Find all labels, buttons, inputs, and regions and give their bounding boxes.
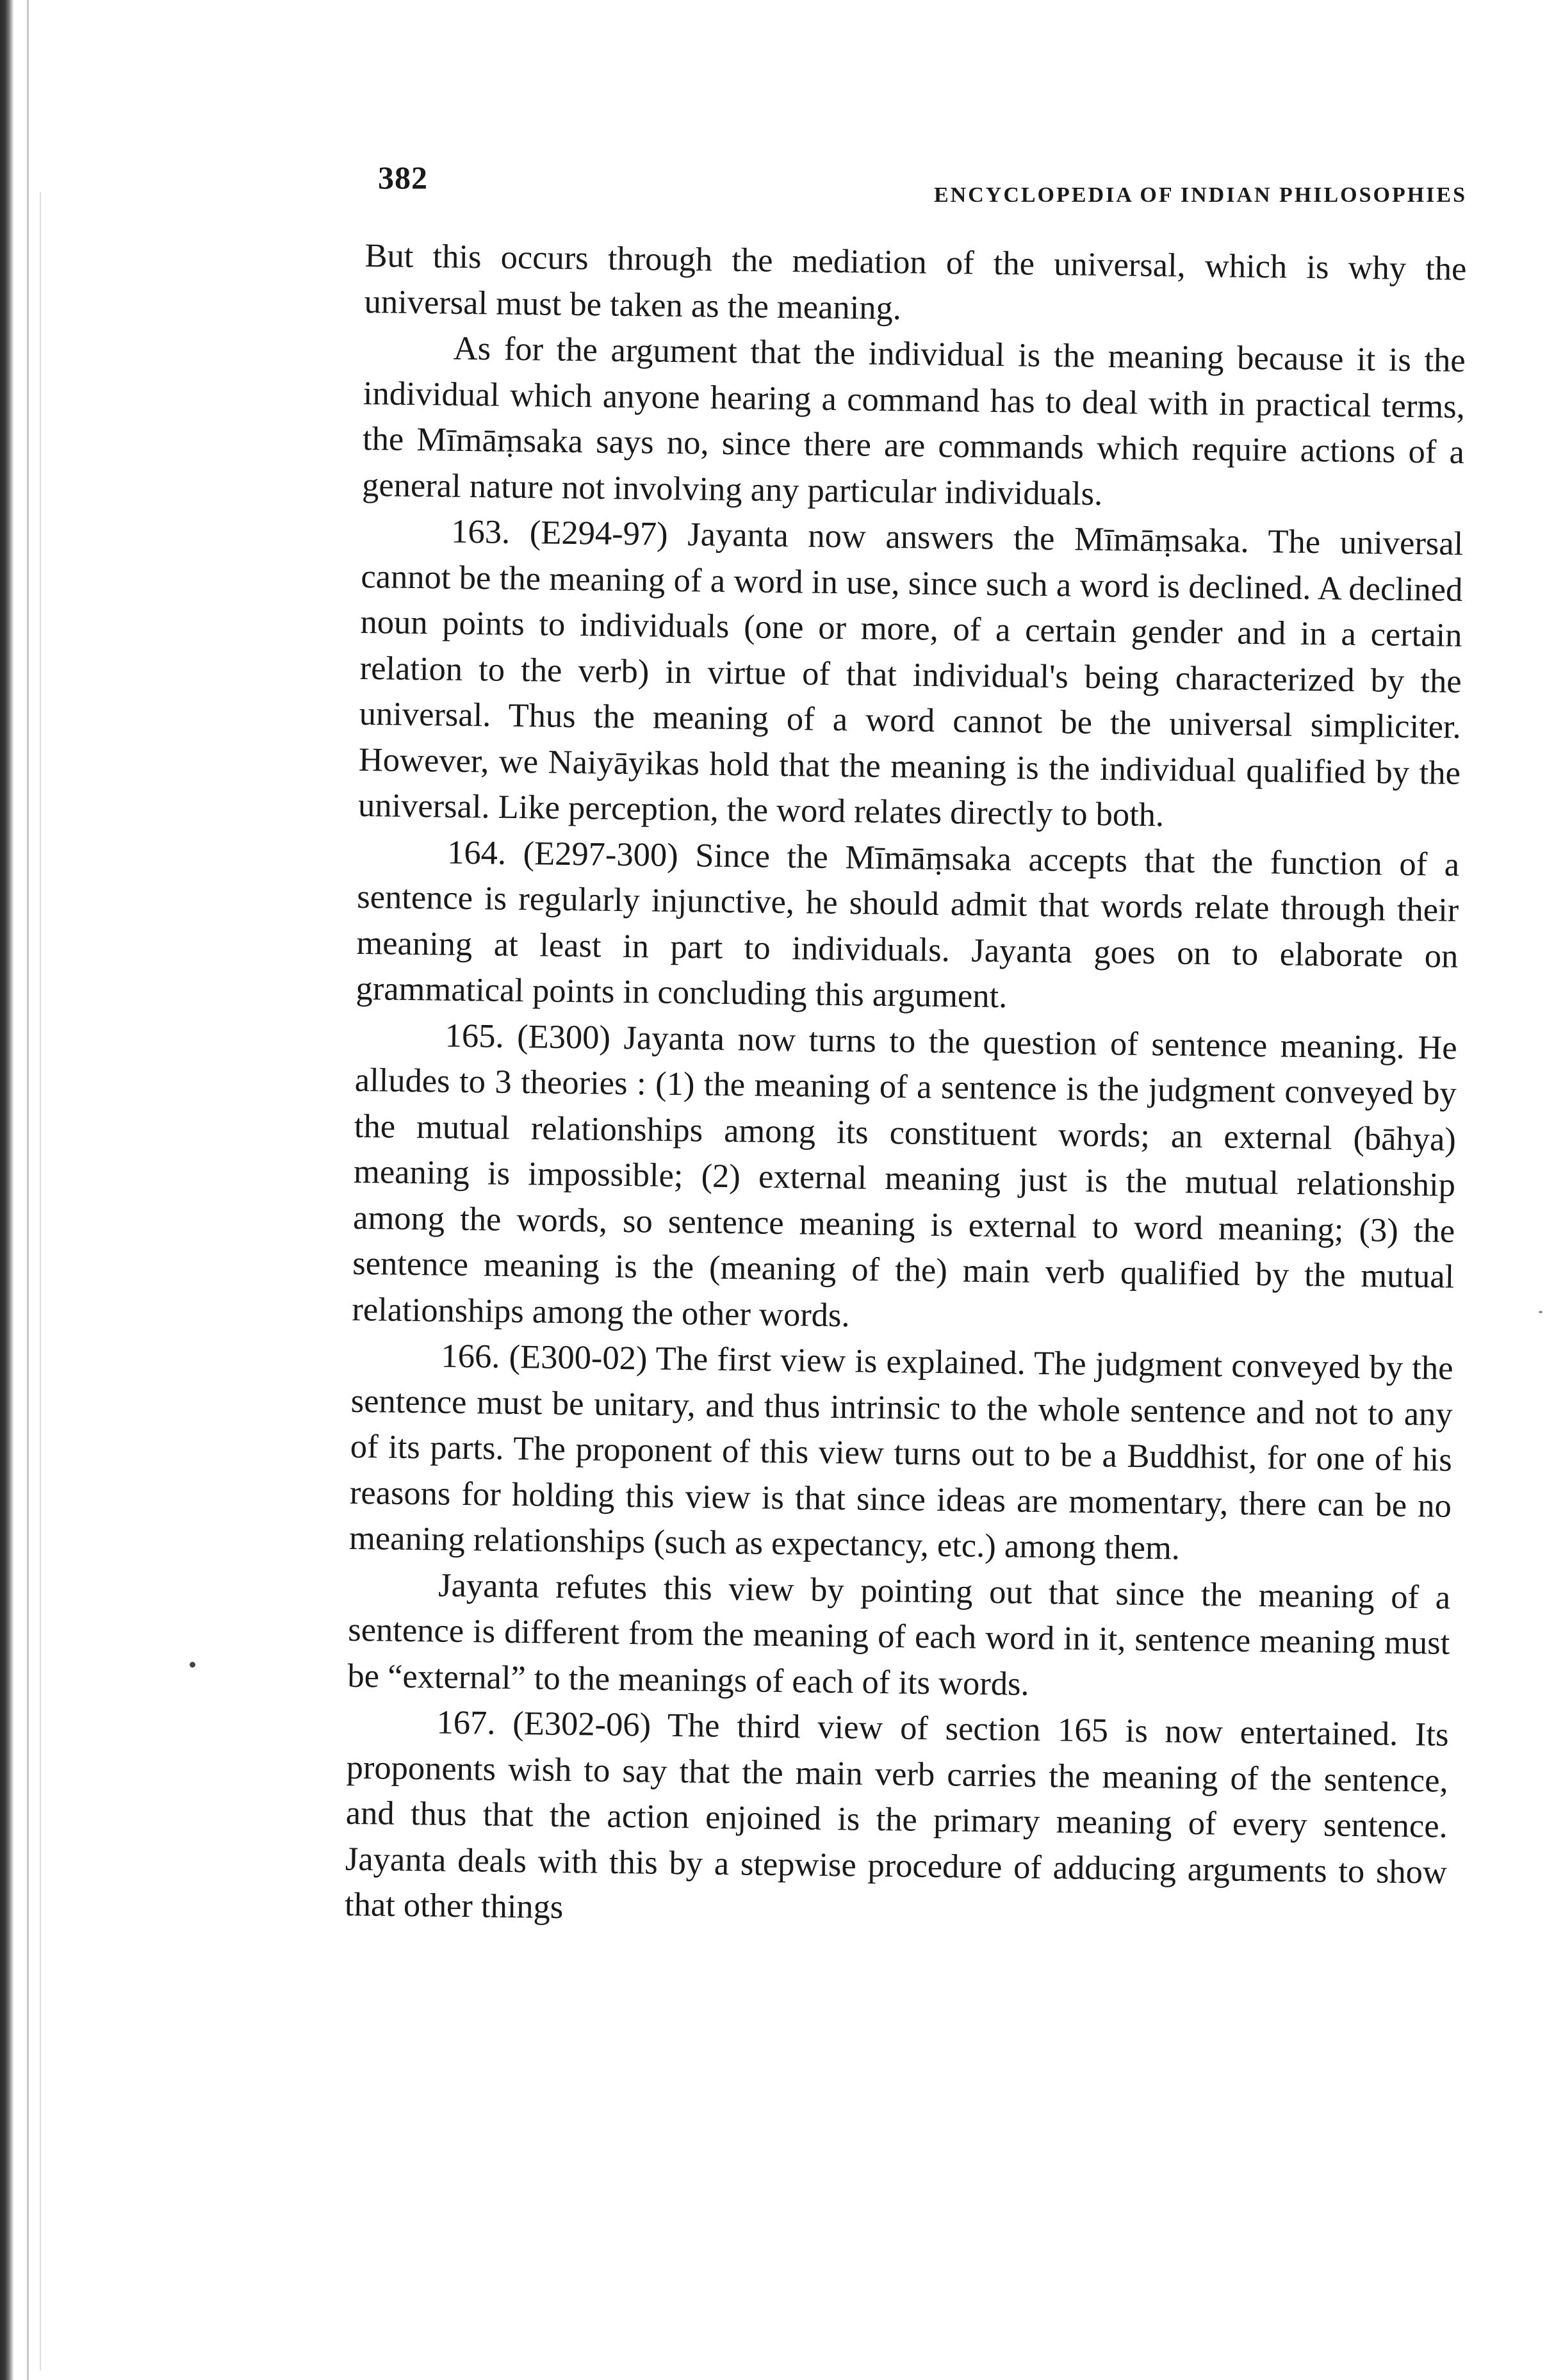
paragraph: 165. (E300) Jayanta now turns to the question of sentence meaning. He alludes to 3 theories : (1) the meaning of a sentence is the judgment conveyed by the mutual relationships among its constituent words; an external (bāhya) meaning is impossible; (2) external meaning just is the mutual relationship among the words, so sentence meaning is external to word meaning; (3) the sentence meaning is the (meaning of the) main verb qualified by the mutual relationships among the other words. <box>352 1017 1457 1334</box>
paragraph: 163. (E294-97) Jayanta now answers the Mīmāṃsaka. The universal cannot be the meaning of a word in use, since such a word is declined. A declined noun points to individuals (one or more, of a certain gender and in a certain relation to the verb) in virtue of that individual's being characterized by the universal. Thus the meaning of a word cannot be the universal simpliciter. However, we Naiyāyikas hold that the meaning is the individual qualified by the universal. Like perception, the word relates directly to both. <box>357 513 1464 834</box>
paragraph: But this occurs through the mediation of the universal, which is why the universal must be taken as the meaning. <box>364 236 1467 327</box>
paragraph: 167. (E302-06) The third view of section 165 is now entertained. Its proponents wish to say that the main verb carries the meaning of the sentence, and thus that the action enjoined is the primary meaning of every sentence. Jayanta deals with this by a stepwise procedure of adducing arguments to show that other things <box>344 1703 1449 1926</box>
page-number: 382 <box>378 160 428 195</box>
page-binding-edge <box>0 0 14 2380</box>
scan-speck <box>190 1662 195 1668</box>
scan-speck <box>1539 1311 1543 1313</box>
paragraph: Jayanta refutes this view by pointing out that since the meaning of a sentence is different from the meaning of each word in it, sentence meaning must be “external” to the meanings of each of its words. <box>347 1566 1451 1703</box>
paragraph: As for the argument that the individual is the meaning because it is the individual which anyone hearing a command has to deal with in practical terms, the Mīmāṃsaka says no, since there are commands which require actions of a general nature not involving any particular individuals. <box>361 329 1466 513</box>
paragraph: 166. (E300-02) The first view is explained. The judgment conveyed by the sentence must be unitary, and thus intrinsic to the whole sentence and not to any of its parts. The proponent of this view turns out to be a Buddhist, for one of his reasons for holding this view is that since ideas are momentary, there can be no meaning relationships (such as expectancy, etc.) among them. <box>348 1337 1453 1567</box>
body-text <box>345 233 1467 1941</box>
paragraph: 164. (E297-300) Since the Mīmāṃsaka accepts that the function of a sentence is regularly injunctive, he should admit that words relate through their meaning at least in part to individuals. Jayanta goes on to elaborate on grammatical points in concluding this argument. <box>356 833 1460 1015</box>
page-binding-line <box>27 0 29 2380</box>
running-head: ENCYCLOPEDIA OF INDIAN PHILOSOPHIES <box>933 183 1467 207</box>
book-page <box>344 0 1467 2380</box>
page-header <box>378 159 1467 210</box>
page-binding-line <box>40 192 41 2370</box>
